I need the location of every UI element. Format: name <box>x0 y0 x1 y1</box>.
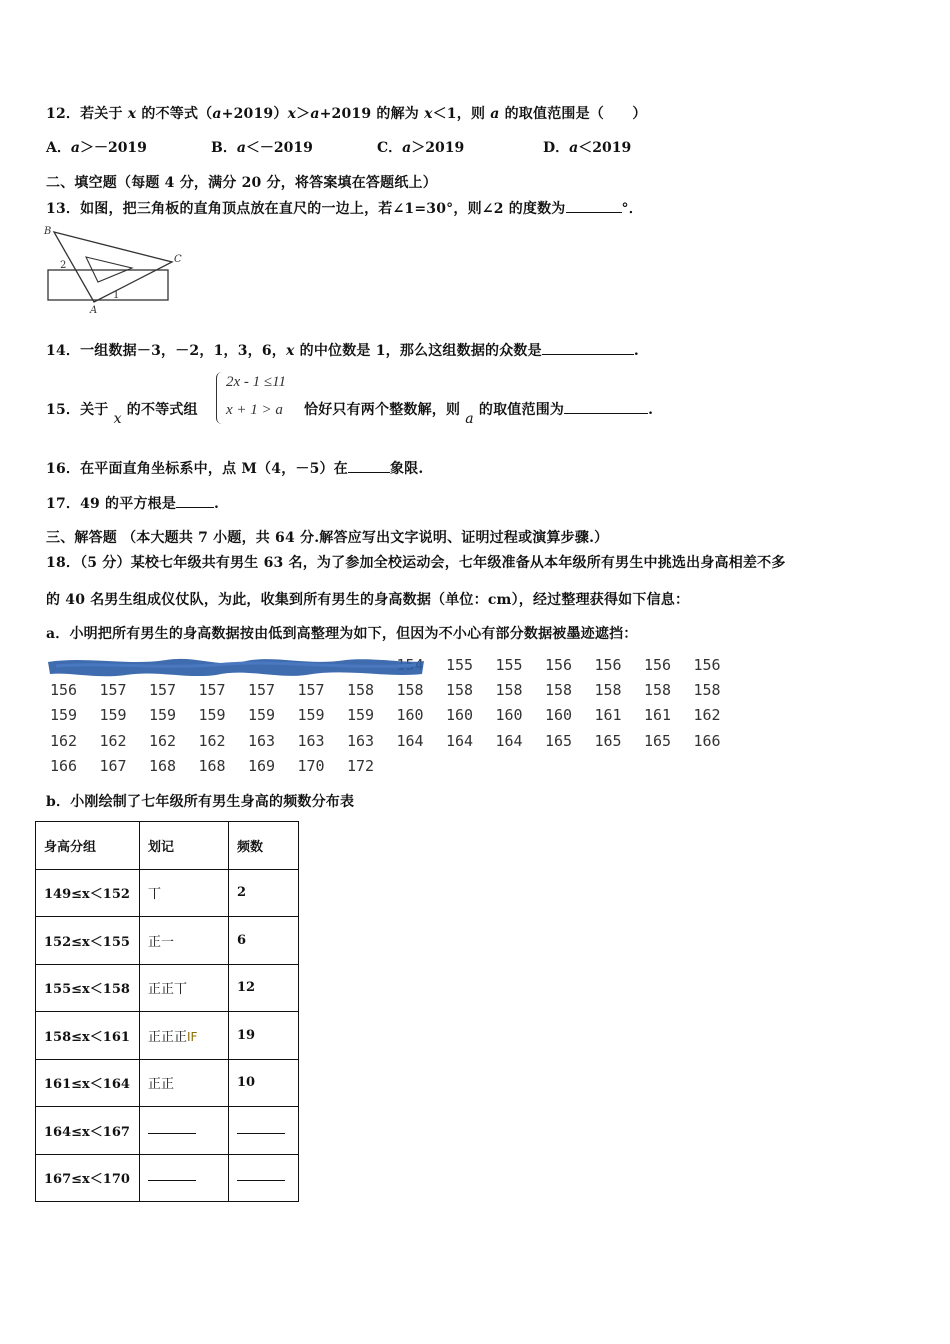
ink-blot-overlay <box>46 652 426 680</box>
height-value: 155 <box>495 656 523 674</box>
height-value: 166 <box>50 756 78 775</box>
tally-blank[interactable] <box>148 1125 196 1134</box>
tally-cell[interactable] <box>140 1107 229 1155</box>
height-value: 162 <box>198 731 226 750</box>
height-value: 159 <box>149 706 177 725</box>
label-C: C <box>174 254 182 265</box>
tally-cell <box>140 964 229 1012</box>
height-value: 156 <box>594 656 622 674</box>
height-value: 156 <box>644 656 672 674</box>
height-value: 157 <box>297 681 325 700</box>
height-value: 160 <box>495 706 523 725</box>
label-angle-2: 2 <box>60 260 67 271</box>
tally-cell <box>140 1059 229 1107</box>
frequency-cell: 19 <box>229 1012 299 1060</box>
height-value: 160 <box>446 706 474 725</box>
height-value: 164 <box>446 731 474 750</box>
column-header: 身高分组 <box>36 822 140 870</box>
answer-blank-13[interactable] <box>566 200 622 213</box>
height-value: 159 <box>297 706 325 725</box>
height-value: 162 <box>149 731 177 750</box>
question-16: 16．在平面直角坐标系中，点 M（4，－5）在 象限. <box>46 461 424 477</box>
height-value: 158 <box>545 681 573 700</box>
height-value: 166 <box>693 731 721 750</box>
height-value: 155 <box>446 656 474 674</box>
table-row <box>36 1012 299 1060</box>
label-angle-1: 1 <box>113 290 120 301</box>
tally-text: 正正正 <box>148 1029 188 1045</box>
question-17: 17．49 的平方根是 . <box>46 496 220 512</box>
column-header: 频数 <box>229 822 299 870</box>
question-12: 12．若关于 x 的不等式（a+2019）x＞a+2019 的解为 x＜1，则 a 的取值范围是（ ） <box>46 106 647 122</box>
system-brace <box>216 372 225 424</box>
height-value: 163 <box>297 731 325 750</box>
height-value: 159 <box>99 706 127 725</box>
frequency-cell: 10 <box>229 1059 299 1107</box>
column-header: 划记 <box>140 822 229 870</box>
height-value: 157 <box>198 681 226 700</box>
height-value: 156 <box>693 656 721 674</box>
group-cell: 158≤x＜161 <box>36 1012 140 1060</box>
question-15-tail: 恰好只有两个整数解，则 a 的取值范围为 . <box>304 402 654 427</box>
height-value: 158 <box>594 681 622 700</box>
group-cell: 161≤x＜164 <box>36 1059 140 1107</box>
table-row <box>36 1107 299 1155</box>
height-value: 162 <box>693 706 721 725</box>
table-row <box>36 1059 299 1107</box>
height-value: 158 <box>396 681 424 700</box>
inequality-2: x + 1 > a <box>226 402 283 418</box>
frequency-table <box>35 821 299 1202</box>
height-value: 159 <box>50 706 78 725</box>
height-value: 165 <box>545 731 573 750</box>
frequency-blank[interactable] <box>237 1125 285 1134</box>
answer-blank-17[interactable] <box>176 495 214 508</box>
height-value: 164 <box>495 731 523 750</box>
group-cell: 164≤x＜167 <box>36 1107 140 1155</box>
height-value: 158 <box>446 681 474 700</box>
table-row <box>36 917 299 965</box>
height-value: 158 <box>495 681 523 700</box>
table-row <box>36 869 299 917</box>
height-value: 157 <box>248 681 276 700</box>
section-2-heading: 二、填空题（每题 4 分，满分 20 分，将答案填在答题纸上） <box>46 175 437 191</box>
height-value: 165 <box>594 731 622 750</box>
tally-text: 正正 <box>148 1077 175 1093</box>
tally-text: 正一 <box>148 934 175 950</box>
height-value: 170 <box>297 756 325 775</box>
group-cell: 149≤x＜152 <box>36 869 140 917</box>
question-18-line2: 的 40 名男生组成仪仗队，为此，收集到所有男生的身高数据（单位：cm），经过整理获得如下信息： <box>46 592 690 608</box>
height-value: 164 <box>396 731 424 750</box>
height-value: 158 <box>347 681 375 700</box>
tally-cell[interactable] <box>140 1154 229 1202</box>
height-value: 161 <box>644 706 672 725</box>
height-value: 169 <box>248 756 276 775</box>
height-value: 172 <box>347 756 375 775</box>
tally-extra: IF <box>187 1029 198 1044</box>
frequency-cell[interactable] <box>229 1154 299 1202</box>
option-b[interactable]: B．a＜－2019 <box>211 140 313 156</box>
inequality-1: 2x - 1 ≤11 <box>226 374 287 390</box>
group-cell: 155≤x＜158 <box>36 964 140 1012</box>
height-value: 159 <box>198 706 226 725</box>
tally-text: 正正丅 <box>148 982 188 998</box>
tally-blank[interactable] <box>148 1172 196 1181</box>
section-3-heading: 三、解答题 （本大题共 7 小题，共 64 分.解答应写出文字说明、证明过程或演算步骤.） <box>46 530 609 546</box>
data-row <box>50 706 743 731</box>
data-row <box>50 681 743 706</box>
tally-cell <box>140 1012 229 1060</box>
answer-blank-14[interactable] <box>542 342 634 355</box>
height-value: 157 <box>149 681 177 700</box>
tally-text: 丅 <box>148 887 162 903</box>
data-row <box>50 757 743 782</box>
tally-cell <box>140 869 229 917</box>
height-value: 156 <box>545 656 573 674</box>
height-value: 157 <box>99 681 127 700</box>
tally-cell <box>140 917 229 965</box>
height-value: 158 <box>644 681 672 700</box>
group-cell: 167≤x＜170 <box>36 1154 140 1202</box>
table-header-row <box>36 822 299 870</box>
frequency-cell: 2 <box>229 869 299 917</box>
height-value: 156 <box>50 681 78 700</box>
height-value: 160 <box>545 706 573 725</box>
height-value: 158 <box>693 681 721 700</box>
frequency-blank[interactable] <box>237 1172 285 1181</box>
data-row <box>50 732 743 757</box>
answer-blank-15[interactable] <box>564 401 648 414</box>
label-A: A <box>90 305 98 316</box>
question-13: 13．如图，把三角板的直角顶点放在直尺的一边上，若∠1=30°，则∠2 的度数为 °． <box>46 201 643 217</box>
height-value: 161 <box>594 706 622 725</box>
table-row <box>36 1154 299 1202</box>
option-c[interactable]: C．a＞2019 <box>377 140 465 156</box>
height-value: 165 <box>644 731 672 750</box>
answer-blank-16[interactable] <box>348 460 390 473</box>
frequency-cell[interactable] <box>229 1107 299 1155</box>
height-value: 167 <box>99 756 127 775</box>
height-value: 168 <box>198 756 226 775</box>
group-cell: 152≤x＜155 <box>36 917 140 965</box>
height-value: 162 <box>50 731 78 750</box>
question-18-line1: 18．（5 分）某校七年级共有男生 63 名，为了参加全校运动会，七年级准备从本年级所有男生中挑选出身高相差不多 <box>46 555 786 571</box>
height-value: 159 <box>248 706 276 725</box>
height-value: 163 <box>347 731 375 750</box>
table-row <box>36 964 299 1012</box>
triangle-ruler-figure <box>42 224 190 316</box>
question-14: 14．一组数据－3，－2，1，3，6，x 的中位数是 1，那么这组数据的众数是 . <box>46 343 639 359</box>
option-a[interactable]: A．a＞－2019 <box>46 140 147 156</box>
height-value: 162 <box>99 731 127 750</box>
height-value: 159 <box>347 706 375 725</box>
question-18-part-a: a．小明把所有男生的身高数据按由低到高整理为如下，但因为不小心有部分数据被墨迹遮挡： <box>46 626 638 642</box>
question-18-part-b: b．小刚绘制了七年级所有男生身高的频数分布表 <box>46 794 355 810</box>
label-B: B <box>44 226 52 237</box>
frequency-cell: 6 <box>229 917 299 965</box>
frequency-cell: 12 <box>229 964 299 1012</box>
question-15: 15．关于 x 的不等式组 <box>46 402 198 427</box>
height-value: 163 <box>248 731 276 750</box>
option-d[interactable]: D．a＜2019 <box>543 140 632 156</box>
height-value: 168 <box>149 756 177 775</box>
height-value: 160 <box>396 706 424 725</box>
